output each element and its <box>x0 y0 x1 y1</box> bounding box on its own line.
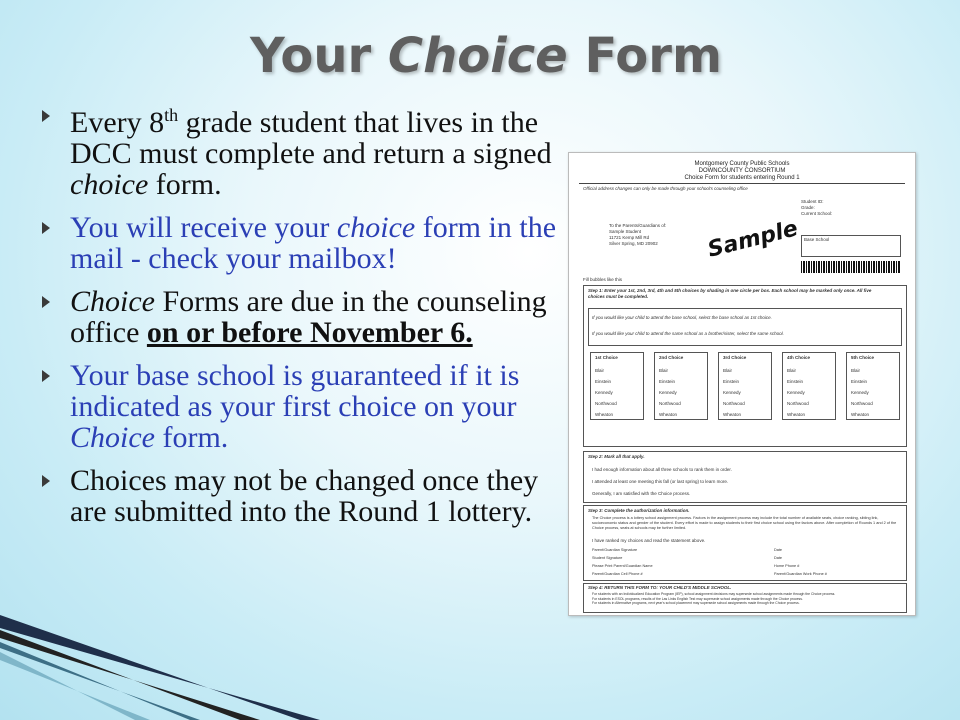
bullet-item: You will receive your choice form in the mail - check your mailbox! <box>38 212 558 274</box>
sample-choice-form-image <box>568 152 916 616</box>
base-school-box: Base School <box>801 235 901 257</box>
arrow-bullet-icon <box>42 222 50 234</box>
choice-column: 2nd Choice Blair Einstein Kennedy Northwood Wheaton <box>654 352 708 420</box>
divider <box>579 183 905 184</box>
step1-notes: If you would like your child to attend the base school, select the base school as 1st choice. If you would like your child to attend the same school as a brother/sister, select the same school. <box>588 308 902 346</box>
choice-column: 4th Choice Blair Einstein Kennedy Northwood Wheaton <box>782 352 836 420</box>
bullet-item: Choice Forms are due in the counseling office on or before November 6. <box>38 286 558 348</box>
arrow-bullet-icon <box>42 296 50 308</box>
bullet-item: Choices may not be changed once they are submitted into the Round 1 lottery. <box>38 465 558 527</box>
barcode <box>801 261 901 273</box>
page-title: Your Choice Form <box>250 28 722 84</box>
arrow-bullet-icon <box>42 370 50 382</box>
choice-column: 1st Choice Blair Einstein Kennedy Northwood Wheaton <box>590 352 644 420</box>
bullet-item: Your base school is guaranteed if it is indicated as your first choice on your Choice form. <box>38 360 558 453</box>
step3-box: Step 3: Complete the authorization information. The Choice process is a lottery school assignment process. Factors in the assignment process may include the total number of available seats, choice ranking, sibling link, socioeconomic status and gender of the student. Every effort is made to assign students to their first choice school using the factors above. After completion of Rounds 1 and 2 of the Choice process, seats at schools may be further limited. I have ranked my choices and read the statement above. Parent/Guardian Signature Student Signature Please Print Parent/Guardian Name Parent/Guardian Cell Phone # Date Date Home Phone # Parent/Guardian Work Phone # <box>583 505 907 581</box>
step4-box: Step 4: RETURN THIS FORM TO: YOUR CHILD'S MIDDLE SCHOOL. For students with an Individualized Education Program (IEP), school assignment decisions may supersede school assignments made through the Choice process. For students in ESOL programs, results of the Las Links English Test may supersede school assignments made through the Choice process. For students in Alternative programs, next year's school placement may supersede school assignments made through the Choice process. <box>583 583 907 613</box>
student-id-fields: Student ID: Grade: Current School: <box>801 199 833 216</box>
arrow-bullet-icon <box>42 475 50 487</box>
address-block: To the Parents/Guardians of: Sample Student 11721 Kemp Mill Rd Silver Spring, MD 20902 <box>609 223 667 246</box>
bullet-list <box>38 100 558 539</box>
sample-stamp: Sample <box>705 216 801 263</box>
step2-box: Step 2: Mark all that apply. I had enough information about all three schools to rank them in order. I attended at least one meeting this fall (or last spring) to learn more. Generally, I am satisfied with the Choice process. <box>583 451 907 503</box>
arrow-bullet-icon <box>42 110 50 122</box>
form-note: Official address changes can only be made through your school's counseling office <box>583 186 748 191</box>
choice-column: 5th Choice Blair Einstein Kennedy Northwood Wheaton <box>846 352 900 420</box>
fill-instruction: Fill bubbles like this <box>583 277 623 282</box>
choice-column: 3rd Choice Blair Einstein Kennedy Northwood Wheaton <box>718 352 772 420</box>
bullet-item: Every 8th grade student that lives in the DCC must complete and return a signed choice form. <box>38 100 558 200</box>
step1-box: Step 1: Enter your 1st, 2nd, 3rd, 4th and 5th choices by shading in one circle per box. Each school may be marked only once. All five choices must be completed. If you would like your child to attend the base school, select the base school as 1st choice. If you would like your child to attend the same school as a brother/sister, select the same school. 1st Choice Blair Einstein Kennedy Northwood Wheaton 2nd Choice Blair Einstein Kennedy Northwood Wheaton 3rd Choice Blair Einstein Kennedy Northwood Wheaton 4th Choice Blair Einstein Kennedy Northwood Wheaton 5th Choice Blair Einstein Kennedy Northwood Wheaton <box>583 285 907 447</box>
decorative-stripes <box>0 580 330 720</box>
form-header: Montgomery County Public Schools DOWNCOUNTY CONSORTIUM Choice Form for students entering Round 1 <box>684 161 800 181</box>
